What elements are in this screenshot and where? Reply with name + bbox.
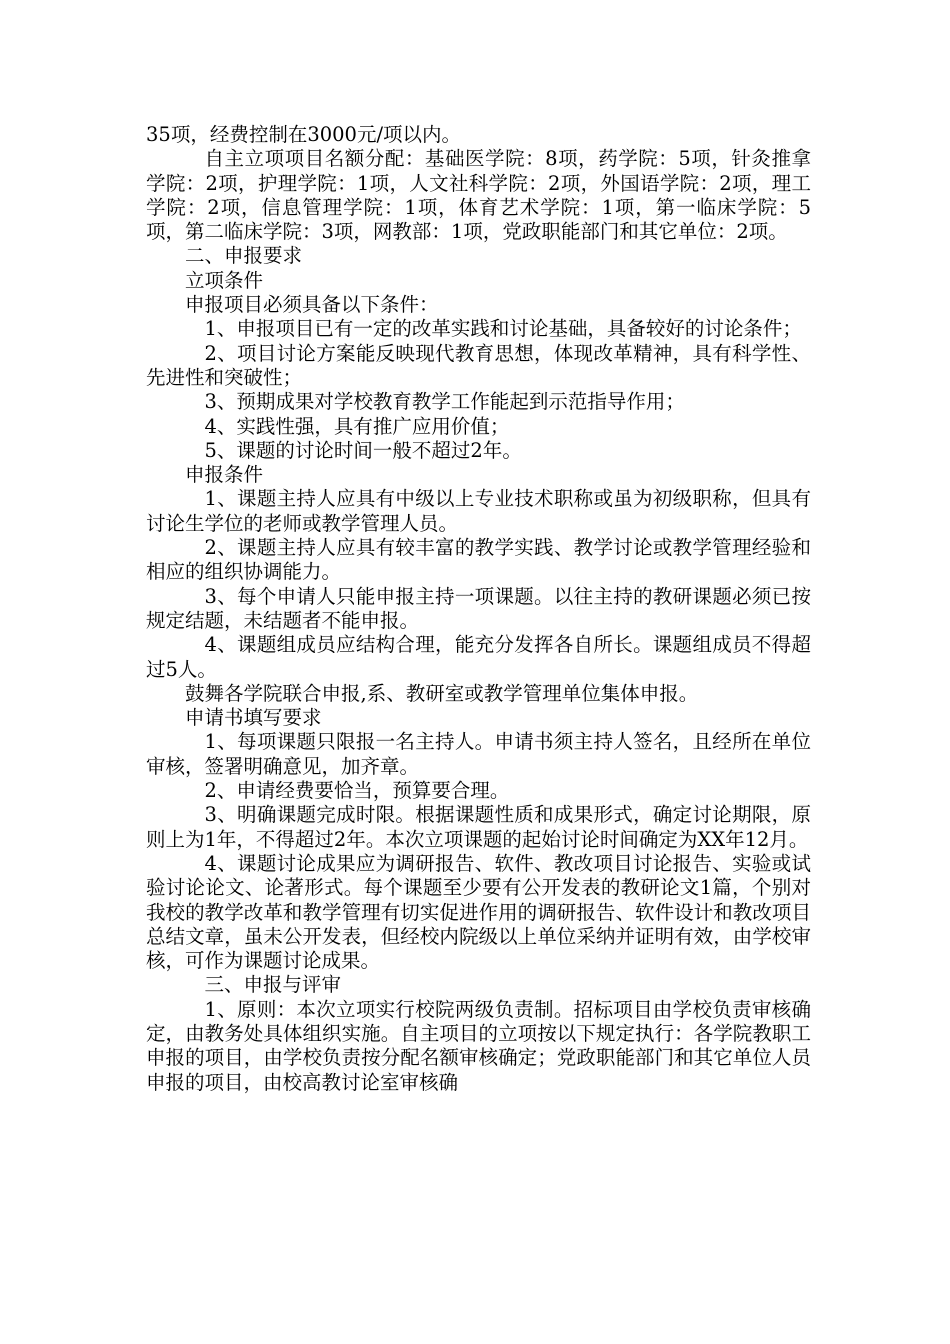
condition-item-4: 4、实践性强，具有推广应用价值； xyxy=(204,414,510,438)
section-heading-requirements: 二、申报要求 xyxy=(185,244,303,268)
paragraph-conditions-intro: 申报项目必须具备以下条件： xyxy=(185,293,439,317)
section-heading-review: 三、申报与评审 xyxy=(204,973,342,997)
application-item-2: 2、课题主持人应具有较丰富的教学实践、教学讨论或教学管理经验和相应的组织协调能力。 xyxy=(146,536,811,584)
condition-item-5: 5、课题的讨论时间一般不超过2年。 xyxy=(204,438,522,462)
subheading-project-conditions: 立项条件 xyxy=(185,268,264,292)
paragraph-funding-limit: 35项，经费控制在3000元/项以内。 xyxy=(146,123,462,146)
form-item-1: 1、每项课题只限报一名主持人。申请书须主持人签名，且经所在单位审核，签署明确意见，加齐章。 xyxy=(146,730,811,778)
form-item-2: 2、申请经费要恰当，预算要合理。 xyxy=(204,779,510,803)
application-item-4: 4、课题组成员应结构合理，能充分发挥各自所长。课题组成员不得超过5人。 xyxy=(146,633,811,681)
paragraph-joint-application: 鼓舞各学院联合申报,系、教研室或教学管理单位集体申报。 xyxy=(185,681,699,705)
review-item-1: 1、原则：本次立项实行校院两级负责制。招标项目由学校负责审核确定，由教务处具体组织实施。自主项目的立项按以下规定执行：各学院教职工申报的项目，由学校负责按分配名额审核确定；党政职能部门和其它单位人员申报的项目，由校高教讨论室审核确 xyxy=(146,997,811,1094)
form-item-4: 4、课题讨论成果应为调研报告、软件、教改项目讨论报告、实验或试验讨论论文、论著形式。每个课题至少要有公开发表的教研论文1篇，个别对我校的教学改革和教学管理有切实促进作用的调研报告、软件设计和教改项目总结文章，虽未公开发表，但经校内院级以上单位采纳并证明有效，由学校审核，可作为课题讨论成果。 xyxy=(146,851,811,973)
form-item-3: 3、明确课题完成时限。根据课题性质和成果形式，确定讨论期限，原则上为1年，不得超过2年。本次立项课题的起始讨论时间确定为XX年12月。 xyxy=(146,803,811,851)
condition-item-1: 1、申报项目已有一定的改革实践和讨论基础，具备较好的讨论条件； xyxy=(204,317,802,341)
application-item-3: 3、每个申请人只能申报主持一项课题。以往主持的教研课题必须已按规定结题，未结题者不能申报。 xyxy=(146,584,811,632)
document-page xyxy=(146,123,811,1095)
application-item-1: 1、课题主持人应具有中级以上专业技术职称或虽为初级职称，但具有讨论生学位的老师或教学管理人员。 xyxy=(146,487,811,535)
condition-item-2: 2、项目讨论方案能反映现代教育思想，体现改革精神，具有科学性、先进性和突破性； xyxy=(146,341,811,389)
condition-item-3: 3、预期成果对学校教育教学工作能起到示范指导作用； xyxy=(204,390,685,414)
paragraph-quota-allocation: 自主立项项目名额分配：基础医学院：8项，药学院：5项，针灸推拿学院：2项，护理学院：1项，人文社科学院：2项，外国语学院：2项，理工学院：2项，信息管理学院：1项，体育艺术学院：1项，第一临床学院：5项，第二临床学院：3项，网教部：1项，党政职能部门和其它单位：2项。 xyxy=(146,147,811,244)
subheading-application-conditions: 申报条件 xyxy=(185,463,264,487)
subheading-form-requirements: 申请书填写要求 xyxy=(185,706,322,730)
